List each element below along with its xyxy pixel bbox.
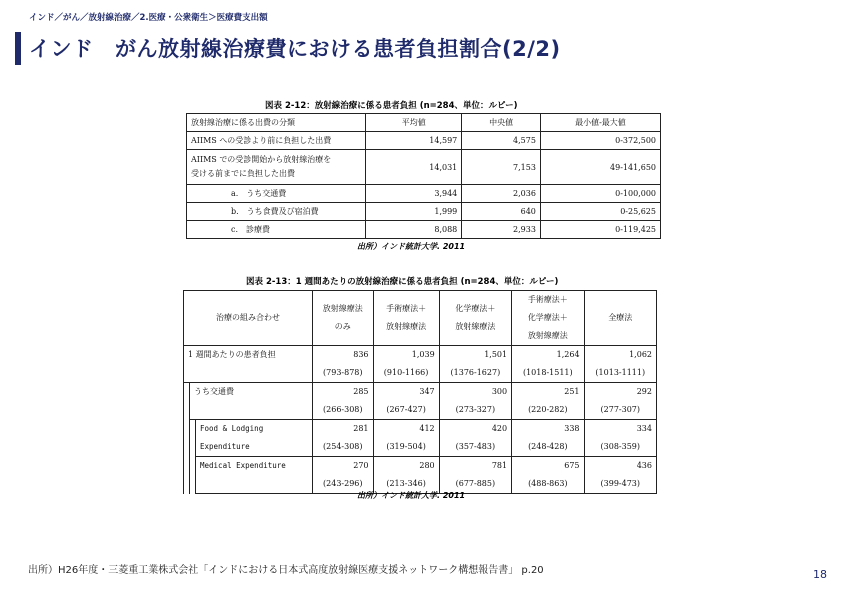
page-number: 18	[813, 568, 827, 581]
table-row	[187, 221, 661, 239]
table-header-cell: 治療の組み合わせ	[184, 291, 313, 346]
table-row	[184, 346, 657, 365]
table1-caption: 図表 2-12：放射線治療に係る患者負担 (n=284、単位：ルピー)	[265, 101, 518, 111]
value-cell: 270	[313, 457, 373, 476]
patient-cost-table	[186, 113, 661, 239]
table-header-cell	[313, 291, 373, 346]
median-cell: 4,575	[462, 132, 541, 150]
row-label: c. 診療費	[187, 221, 366, 239]
value-cell: 675	[512, 457, 584, 476]
row-label: Medical Expenditure	[196, 457, 313, 494]
value-cell: 347	[373, 383, 439, 402]
range-cell: (220-282)	[512, 401, 584, 420]
row-label-line: AIIMS での受診開始から放射線治療を	[191, 155, 332, 164]
title-accent-bar	[15, 32, 21, 65]
range-cell: 0-372,500	[540, 132, 660, 150]
median-cell: 2,036	[462, 185, 541, 203]
value-cell: 338	[512, 420, 584, 439]
median-cell: 2,933	[462, 221, 541, 239]
mean-cell: 14,597	[366, 132, 462, 150]
table-row	[187, 185, 661, 203]
table-row	[187, 132, 661, 150]
value-cell: 1,501	[439, 346, 511, 365]
table2-source: 出所）インド統計大学. 2011	[357, 491, 466, 500]
range-cell: (357-483)	[439, 438, 511, 457]
table-row	[184, 457, 657, 476]
header-line: 放射線療法	[322, 304, 363, 313]
header-line: 化学療法＋	[527, 313, 568, 322]
table-row	[184, 438, 657, 457]
range-cell: (254-308)	[313, 438, 373, 457]
value-cell: 412	[373, 420, 439, 439]
row-label: 1 週間あたりの患者負担	[184, 346, 313, 383]
table-header-cell: 平均値	[366, 114, 462, 132]
row-label: AIIMS への受診より前に負担した出費	[187, 132, 366, 150]
table-row	[187, 203, 661, 221]
range-cell: (793-878)	[313, 364, 373, 383]
footnote: 出所）H26年度・三菱重工業株式会社「インドにおける日本式高度放射線医療支援ネットワーク構想報告書」 p.20	[28, 565, 544, 576]
mean-cell: 1,999	[366, 203, 462, 221]
range-cell: (1013-1111)	[584, 364, 656, 383]
table2-caption: 図表 2-13：1 週間あたりの放射線治療に係る患者負担 (n=284、単位：ルピー)	[246, 277, 559, 287]
table-header-row	[184, 291, 657, 346]
range-cell: (243-296)	[313, 475, 373, 494]
range-cell: 0-25,625	[540, 203, 660, 221]
table-header-cell: 放射線治療に係る出費の分類	[187, 114, 366, 132]
mean-cell: 8,088	[366, 221, 462, 239]
range-cell: (677-885)	[439, 475, 511, 494]
value-cell: 285	[313, 383, 373, 402]
median-cell: 7,153	[462, 150, 541, 185]
range-cell: (399-473)	[584, 475, 656, 494]
range-cell: (213-346)	[373, 475, 439, 494]
table-header-cell	[512, 291, 584, 346]
row-label: a. うち交通費	[187, 185, 366, 203]
value-cell: 1,062	[584, 346, 656, 365]
value-cell: 251	[512, 383, 584, 402]
breadcrumb: インド／がん／放射線治療／2.医療・公衆衛生＞医療費支出額	[29, 13, 268, 23]
range-cell: (319-504)	[373, 438, 439, 457]
range-cell: (1376-1627)	[439, 364, 511, 383]
range-cell: (266-308)	[313, 401, 373, 420]
value-cell: 436	[584, 457, 656, 476]
median-cell: 640	[462, 203, 541, 221]
value-cell: 292	[584, 383, 656, 402]
mean-cell: 3,944	[366, 185, 462, 203]
value-cell: 420	[439, 420, 511, 439]
weekly-cost-table	[183, 290, 657, 494]
range-cell: (267-427)	[373, 401, 439, 420]
row-label	[187, 150, 366, 185]
value-cell: 1,039	[373, 346, 439, 365]
range-cell: (910-1166)	[373, 364, 439, 383]
value-cell: 781	[439, 457, 511, 476]
table1-source: 出所）インド統計大学. 2011	[357, 242, 466, 251]
header-line: 放射線療法	[455, 322, 496, 331]
row-label-line: 受ける前までに負担した出費	[191, 169, 295, 178]
table-header-row	[187, 114, 661, 132]
header-line: 化学療法＋	[455, 304, 496, 313]
value-cell: 300	[439, 383, 511, 402]
range-cell: (248-428)	[512, 438, 584, 457]
table-header-cell	[373, 291, 439, 346]
range-cell: 49-141,650	[540, 150, 660, 185]
table-header-cell: 最小値-最大値	[540, 114, 660, 132]
value-cell: 280	[373, 457, 439, 476]
table-row	[187, 150, 661, 185]
table-row	[184, 420, 657, 439]
range-cell: (277-307)	[584, 401, 656, 420]
table-header-cell: 中央値	[462, 114, 541, 132]
table-header-cell: 全療法	[584, 291, 656, 346]
range-cell: (273-327)	[439, 401, 511, 420]
range-cell: (488-863)	[512, 475, 584, 494]
mean-cell: 14,031	[366, 150, 462, 185]
range-cell: (1018-1511)	[512, 364, 584, 383]
value-cell: 334	[584, 420, 656, 439]
range-cell: 0-119,425	[540, 221, 660, 239]
value-cell: 1,264	[512, 346, 584, 365]
page-title: インド がん放射線治療費における患者負担割合(2/2)	[29, 37, 561, 61]
row-label: Food & Lodging	[196, 420, 313, 439]
value-cell: 281	[313, 420, 373, 439]
header-line: のみ	[334, 322, 351, 331]
header-line: 放射線療法	[386, 322, 427, 331]
row-label: Expenditure	[196, 438, 313, 457]
header-line: 手術療法＋	[527, 295, 568, 304]
range-cell: 0-100,000	[540, 185, 660, 203]
header-line: 手術療法＋	[386, 304, 427, 313]
table-header-cell	[439, 291, 511, 346]
header-line: 放射線療法	[527, 331, 568, 340]
value-cell: 836	[313, 346, 373, 365]
range-cell: (308-359)	[584, 438, 656, 457]
row-label: うち交通費	[190, 383, 313, 420]
table-row	[184, 383, 657, 402]
row-label: b. うち食費及び宿泊費	[187, 203, 366, 221]
